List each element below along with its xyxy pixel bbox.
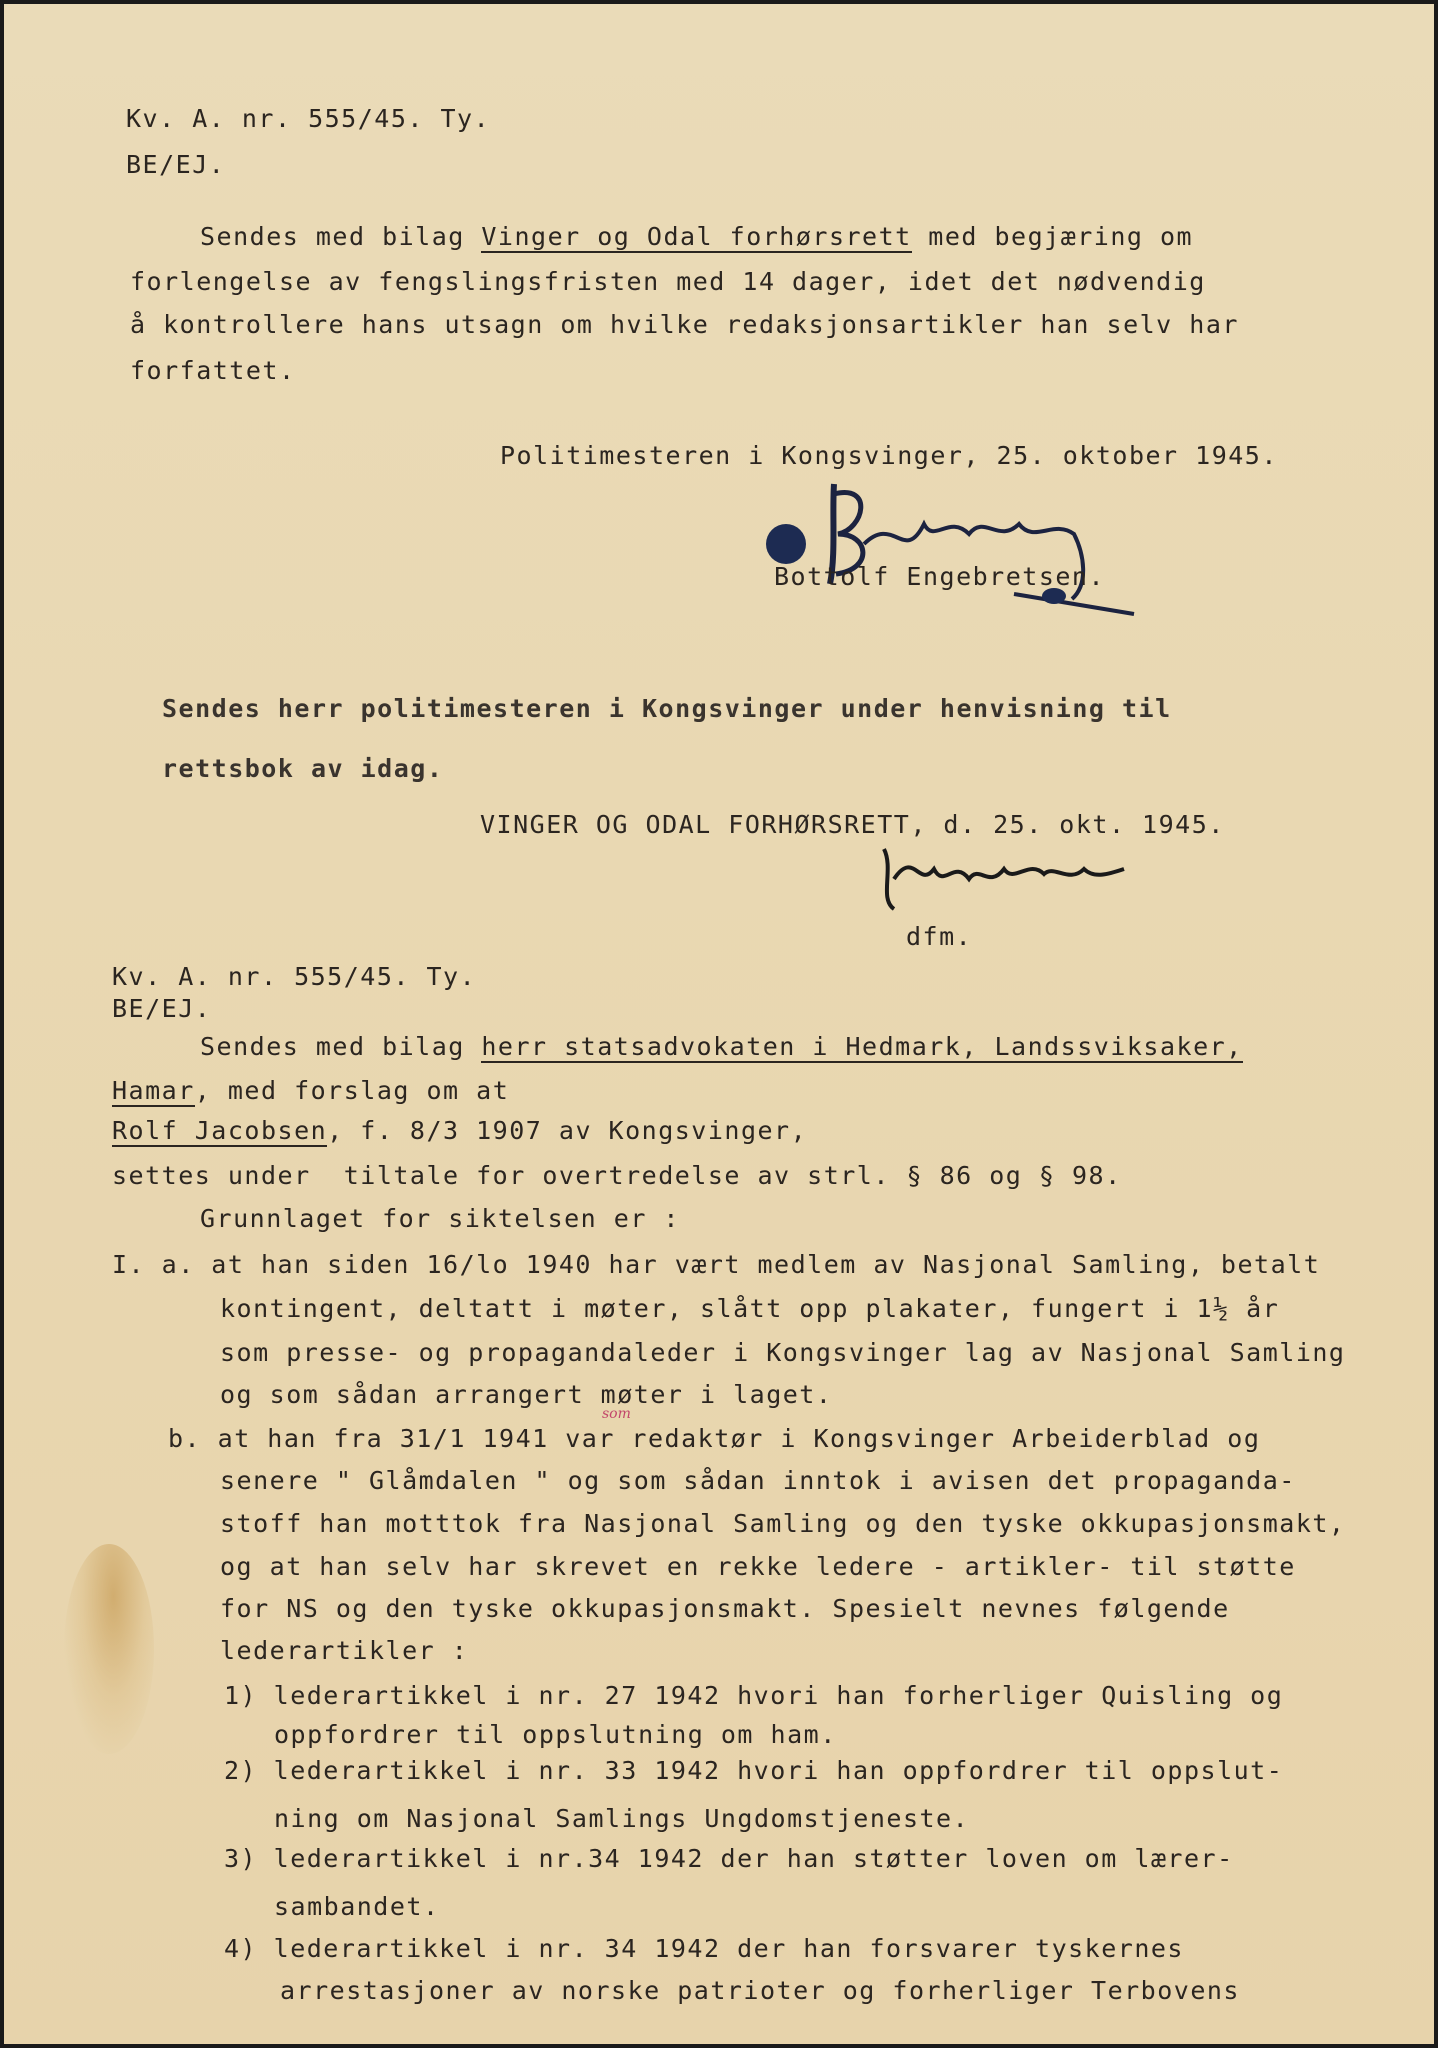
reference-number: Kv. A. nr. 555/45. Ty.	[126, 104, 491, 133]
place-and-date: Politimesteren i Kongsvinger, 25. oktober 1945.	[500, 441, 1278, 470]
accused-line: Rolf Jacobsen, f. 8/3 1907 av Kongsvinger,	[112, 1116, 808, 1145]
accused-name: Rolf Jacobsen	[112, 1116, 328, 1145]
grounds-heading: Grunnlaget for siktelsen er :	[200, 1204, 680, 1233]
point-Ib-line-3: stoff han motttok fra Nasjonal Samling og den tyske okkupasjonsmakt,	[220, 1509, 1346, 1538]
court-forwarding-line-2: rettsbok av idag.	[162, 754, 444, 783]
forwarding-line-1: Sendes med bilag herr statsadvokaten i Hedmark, Landssviksaker,	[200, 1032, 1243, 1061]
list-item-4-line-1: 4) lederartikkel i nr. 34 1942 der han forsvarer tyskernes	[224, 1934, 1184, 1963]
forwarding-text-line-1: Sendes med bilag Vinger og Odal forhørsrett med begjæring om	[200, 222, 1194, 251]
list-item-2-line-2: ning om Nasjonal Samlings Ungdomstjeneste.	[274, 1804, 970, 1833]
forwarding-text-line-4: forfattet.	[130, 356, 296, 385]
point-Ib-line-2: senere " Glåmdalen " og som sådan inntok i avisen det propaganda-	[220, 1466, 1296, 1495]
list-item-3-line-1: 3) lederartikkel i nr.34 1942 der han støtter loven om lærer-	[224, 1844, 1234, 1873]
list-item-4-line-2: arrestasjoner av norske patrioter og forherliger Terbovens	[280, 1976, 1240, 2005]
document-page	[4, 4, 1434, 2044]
list-item-2-line-1: 2) lederartikkel i nr. 33 1942 hvori han oppfordrer til oppslut-	[224, 1756, 1284, 1785]
reference-number-2: Kv. A. nr. 555/45. Ty.	[112, 962, 477, 991]
list-item-1-line-1: 1) lederartikkel i nr. 27 1942 hvori han forherliger Quisling og	[224, 1681, 1284, 1710]
paper-stain	[64, 1544, 154, 1754]
underlined-recipient-2: herr statsadvokaten i Hedmark, Landssviksaker,	[481, 1032, 1243, 1061]
initials-2: BE/EJ.	[112, 994, 212, 1023]
handwritten-signature-1	[754, 474, 1154, 634]
point-Ib-line-1: b. at han fra 31/1 1941 var redaktør i Kongsvinger Arbeiderblad og	[168, 1424, 1261, 1453]
charge-line: settes under tiltale for overtredelse av strl. § 86 og § 98.	[112, 1161, 1122, 1190]
forwarding-line-2: Hamar, med forslag om at	[112, 1076, 510, 1105]
point-Ia-line-3: som presse- og propagandaleder i Kongsvinger lag av Nasjonal Samling	[220, 1338, 1346, 1367]
point-Ia-line-4: og som sådan arrangert møter i laget.	[220, 1380, 833, 1409]
point-Ia-line-1: I. a. at han siden 16/lo 1940 har vært medlem av Nasjonal Samling, betalt	[112, 1250, 1321, 1279]
list-item-3-line-2: sambandet.	[274, 1892, 440, 1921]
underlined-recipient: Vinger og Odal forhørsrett	[481, 222, 912, 251]
initials: BE/EJ.	[126, 150, 226, 179]
signer-name: Bottolf Engebretsen.	[774, 562, 1106, 591]
court-name-and-date: VINGER OG ODAL FORHØRSRETT, d. 25. okt. 1945.	[480, 810, 1225, 839]
forwarding-text-line-3: å kontrollere hans utsagn om hvilke redaksjonsartikler han selv har	[130, 310, 1239, 339]
point-Ia-line-2: kontingent, deltatt i møter, slått opp plakater, fungert i 1½ år	[220, 1294, 1280, 1323]
handwritten-margin-note: som	[602, 1406, 631, 1422]
court-forwarding-line-1: Sendes herr politimesteren i Kongsvinger under henvisning til	[162, 694, 1172, 723]
judge-title: dfm.	[906, 922, 973, 951]
forwarding-text-line-2: forlengelse av fengslingsfristen med 14 dager, idet det nødvendig	[130, 267, 1206, 296]
point-Ib-line-6: lederartikler :	[220, 1636, 469, 1665]
list-item-1-line-2: oppfordrer til oppslutning om ham.	[274, 1720, 837, 1749]
handwritten-signature-2	[874, 829, 1134, 919]
point-Ib-line-5: for NS og den tyske okkupasjonsmakt. Spesielt nevnes følgende	[220, 1594, 1230, 1623]
point-Ib-line-4: og at han selv har skrevet en rekke ledere - artikler- til støtte	[220, 1552, 1296, 1581]
